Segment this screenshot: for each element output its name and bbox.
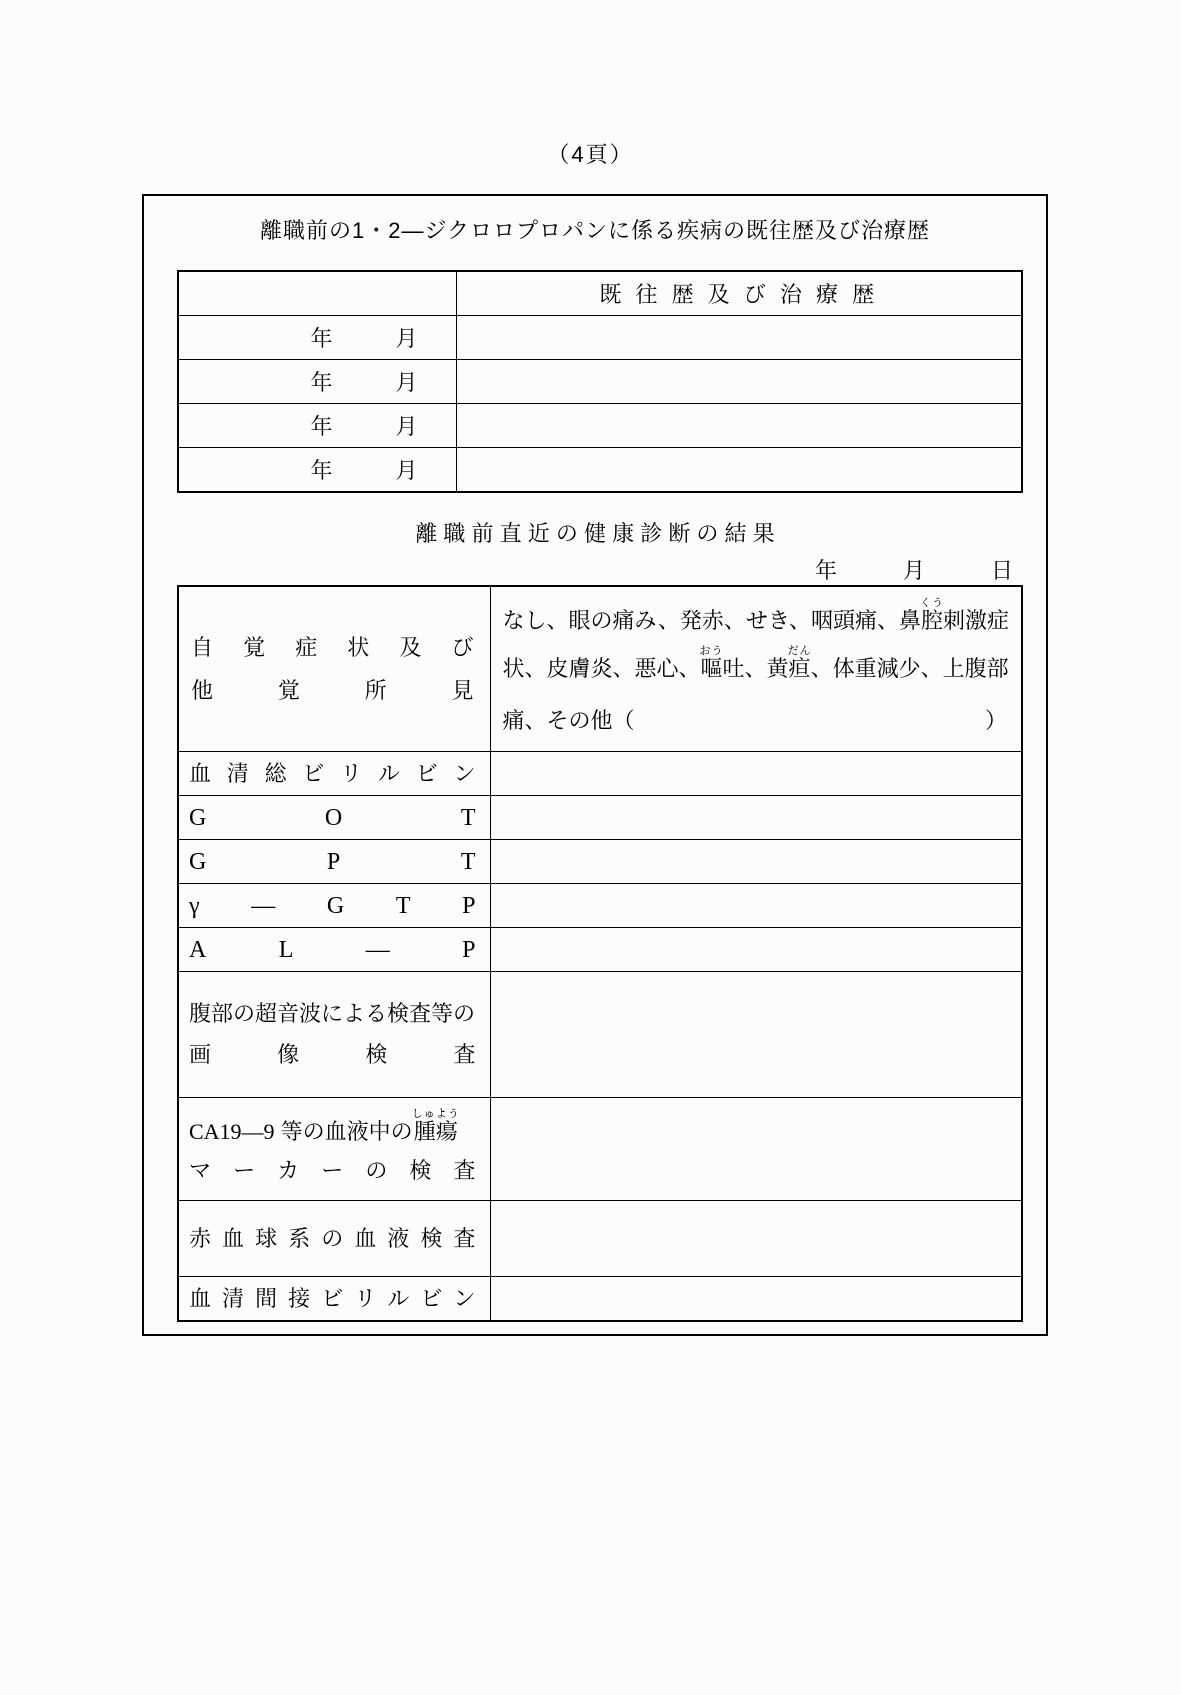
result-cell[interactable]	[490, 972, 1022, 1098]
test-label-line1: 腹部の超音波による検査等の	[189, 1001, 476, 1026]
al-p-row	[178, 928, 1022, 972]
month-label: 月	[395, 326, 418, 351]
result-cell[interactable]	[490, 1277, 1022, 1322]
gamma-gtp-row	[178, 884, 1022, 928]
history-date-cell[interactable]	[178, 360, 456, 404]
month-label: 月	[902, 557, 925, 583]
history-entry-cell[interactable]	[456, 316, 1022, 360]
history-entry-cell[interactable]	[456, 360, 1022, 404]
result-cell[interactable]	[490, 752, 1022, 796]
test-label: 血 清 総 ビ リ ル ビ ン	[189, 760, 476, 786]
history-date-cell[interactable]	[178, 448, 456, 493]
test-label: G O T	[189, 804, 476, 831]
serum-total-bilirubin-row	[178, 752, 1022, 796]
history-entry-cell[interactable]	[456, 448, 1022, 493]
month-label: 月	[395, 414, 418, 439]
year-label: 年	[814, 557, 837, 583]
symptom-options-line1: なし、眼の痛み、発赤、せき、咽頭痛、鼻腔くう刺激症	[502, 597, 1009, 633]
test-label: 赤 血 球 系 の 血 液 検 査	[189, 1225, 476, 1251]
health-table	[177, 585, 1023, 1322]
serum-indirect-bilirubin-row	[178, 1277, 1022, 1322]
year-label: 年	[310, 326, 333, 351]
history-header-empty-cell	[178, 271, 456, 316]
result-cell[interactable]	[490, 1098, 1022, 1201]
result-cell[interactable]	[490, 796, 1022, 840]
result-cell[interactable]	[490, 884, 1022, 928]
history-entry-cell[interactable]	[456, 404, 1022, 448]
test-label: A L ― P	[189, 936, 476, 963]
test-label-line2: 画 像 検 査	[189, 1042, 476, 1067]
history-section-title: 離職前の1・2―ジクロロプロパンに係る疾病の既往歴及び治療歴	[259, 218, 931, 243]
other-close-paren: ）	[984, 708, 1007, 733]
test-label-cell	[178, 884, 490, 928]
test-label-cell	[178, 1201, 490, 1277]
test-label: γ ― G T P	[189, 892, 476, 919]
symptom-options-line3	[503, 697, 1008, 745]
symptom-label-line1: 自 覚 症 状 及 び	[191, 634, 474, 660]
test-label-cell	[178, 928, 490, 972]
day-label: 日	[990, 557, 1013, 583]
symptom-row	[178, 586, 1022, 752]
symptom-label-line2: 他 覚 所 見	[191, 677, 474, 703]
result-cell[interactable]	[490, 840, 1022, 884]
result-cell[interactable]	[490, 928, 1022, 972]
abdominal-ultrasound-imaging-row	[178, 972, 1022, 1098]
history-row	[178, 360, 1022, 404]
other-open-label: 痛、その他（	[502, 708, 635, 733]
year-label: 年	[310, 414, 333, 439]
test-label-cell	[178, 840, 490, 884]
ca19-9-tumor-marker-row	[178, 1098, 1022, 1201]
test-label-cell	[178, 1098, 490, 1201]
symptom-label-cell	[178, 586, 490, 752]
gpt-row	[178, 840, 1022, 884]
month-label: 月	[395, 458, 418, 483]
test-label: 血 清 間 接 ビ リ ル ビ ン	[189, 1285, 476, 1311]
test-label-cell	[178, 972, 490, 1098]
history-row	[178, 316, 1022, 360]
health-date-line	[177, 555, 1023, 583]
year-label: 年	[310, 458, 333, 483]
history-row	[178, 404, 1022, 448]
page-number: （4頁）	[547, 142, 634, 167]
history-date-cell[interactable]	[178, 404, 456, 448]
year-label: 年	[310, 370, 333, 395]
test-label-cell	[178, 796, 490, 840]
history-row	[178, 448, 1022, 493]
result-cell[interactable]	[490, 1201, 1022, 1277]
health-section-title: 離 職 前 直 近 の 健 康 診 断 の 結 果	[415, 521, 775, 546]
form-box	[142, 194, 1048, 1336]
history-date-cell[interactable]	[178, 316, 456, 360]
test-label-cell	[178, 1277, 490, 1322]
symptom-options-line2: 状、皮膚炎、悪心、嘔おう吐、黄疸だん、体重減少、上腹部	[502, 645, 1009, 681]
got-row	[178, 796, 1022, 840]
history-header-label: 既 往 歴 及 び 治 療 歴	[456, 271, 1022, 316]
month-label: 月	[395, 370, 418, 395]
test-label-line2: マ ー カ ー の 検 査	[189, 1158, 476, 1183]
red-blood-cell-test-row	[178, 1201, 1022, 1277]
history-header-row	[178, 271, 1022, 316]
test-label-cell	[178, 752, 490, 796]
symptom-options-cell[interactable]	[490, 586, 1022, 752]
test-label-line1: CA19―9 等の血液中の腫瘍しゅよう	[189, 1108, 460, 1144]
test-label: G P T	[189, 848, 476, 875]
history-table	[177, 270, 1023, 493]
